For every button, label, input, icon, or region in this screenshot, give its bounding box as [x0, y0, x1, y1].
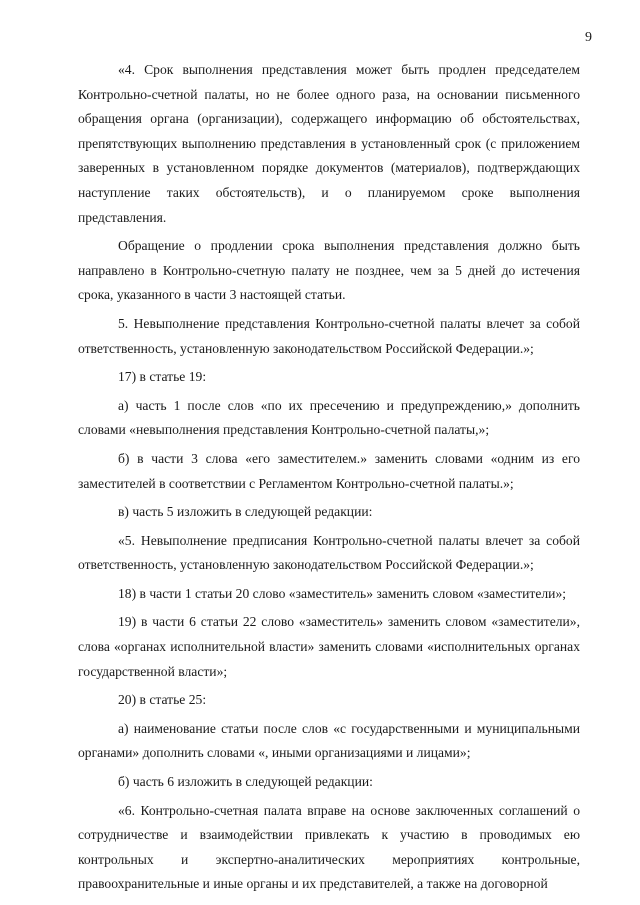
paragraph-amendment-18: 18) в части 1 статьи 20 слово «заместитель» заменить словом «заместители»;	[118, 585, 567, 601]
paragraph-amendment-20a: а) наименование статьи после слов «с государственными и муниципальными органами» дополнить словами «, иными организациями и лицами»;	[78, 720, 580, 761]
paragraph-item-5-prescription: «5. Невыполнение предписания Контрольно-счетной палаты влечет за собой ответственность, установленную законодательством Российской Федерации.»;	[78, 532, 580, 573]
paragraph-amendment-17: 17) в статье 19:	[118, 369, 207, 385]
page-number: 9	[585, 30, 592, 45]
paragraph-amendment-19: 19) в части 6 статьи 22 слово «заместитель» заменить словом «заместители», слова «органах исполнительной власти» заменить словами «исполнительных органах государственной власти»;	[78, 614, 580, 679]
paragraph-amendment-17c: в) часть 5 изложить в следующей редакции:	[118, 504, 373, 520]
paragraph-amendment-17a: а) часть 1 после слов «по их пресечению и предупреждению,» дополнить словами «невыполнения представления Контрольно-счетной палаты,»;	[78, 397, 580, 438]
paragraph-item-5-liability: 5. Невыполнение представления Контрольно-счетной палаты влечет за собой ответственность, установленную законодательством Российской Федерации.»;	[78, 315, 580, 356]
paragraph-item-4-extension: «4. Срок выполнения представления может быть продлен председателем Контрольно-счетной палаты, но не более одного раза, на основании письменного обращения органа (организации), содержащего информацию об обстоятельствах, препятствующих выполнению представления в установленный срок (с приложением заверенных в установленном порядке документов (материалов), подтверждающих наступление таких обстоятельств), и о планируемом сроке выполнения представления.	[78, 62, 580, 225]
paragraph-amendment-17b: б) в части 3 слова «его заместителем.» заменить словами «одним из его заместителей в соответствии с Регламентом Контрольно-счетной палаты.»;	[78, 450, 580, 491]
paragraph-item-6-cooperation: «6. Контрольно-счетная палата вправе на основе заключенных соглашений о сотрудничестве и взаимодействии привлекать к участию в проводимых ею контрольных и экспертно-аналитических мероприятиях контрольные, правоохранительные и иные органы и их представителей, а также на договорной	[78, 802, 580, 892]
paragraph-extension-request: Обращение о продлении срока выполнения представления должно быть направлено в Контрольно-счетную палату не позднее, чем за 5 дней до истечения срока, указанного в части 3 настоящей статьи.	[78, 238, 580, 303]
document-body	[78, 58, 580, 897]
paragraph-amendment-20b: б) часть 6 изложить в следующей редакции:	[118, 774, 373, 790]
paragraph-amendment-20: 20) в статье 25:	[118, 692, 207, 708]
